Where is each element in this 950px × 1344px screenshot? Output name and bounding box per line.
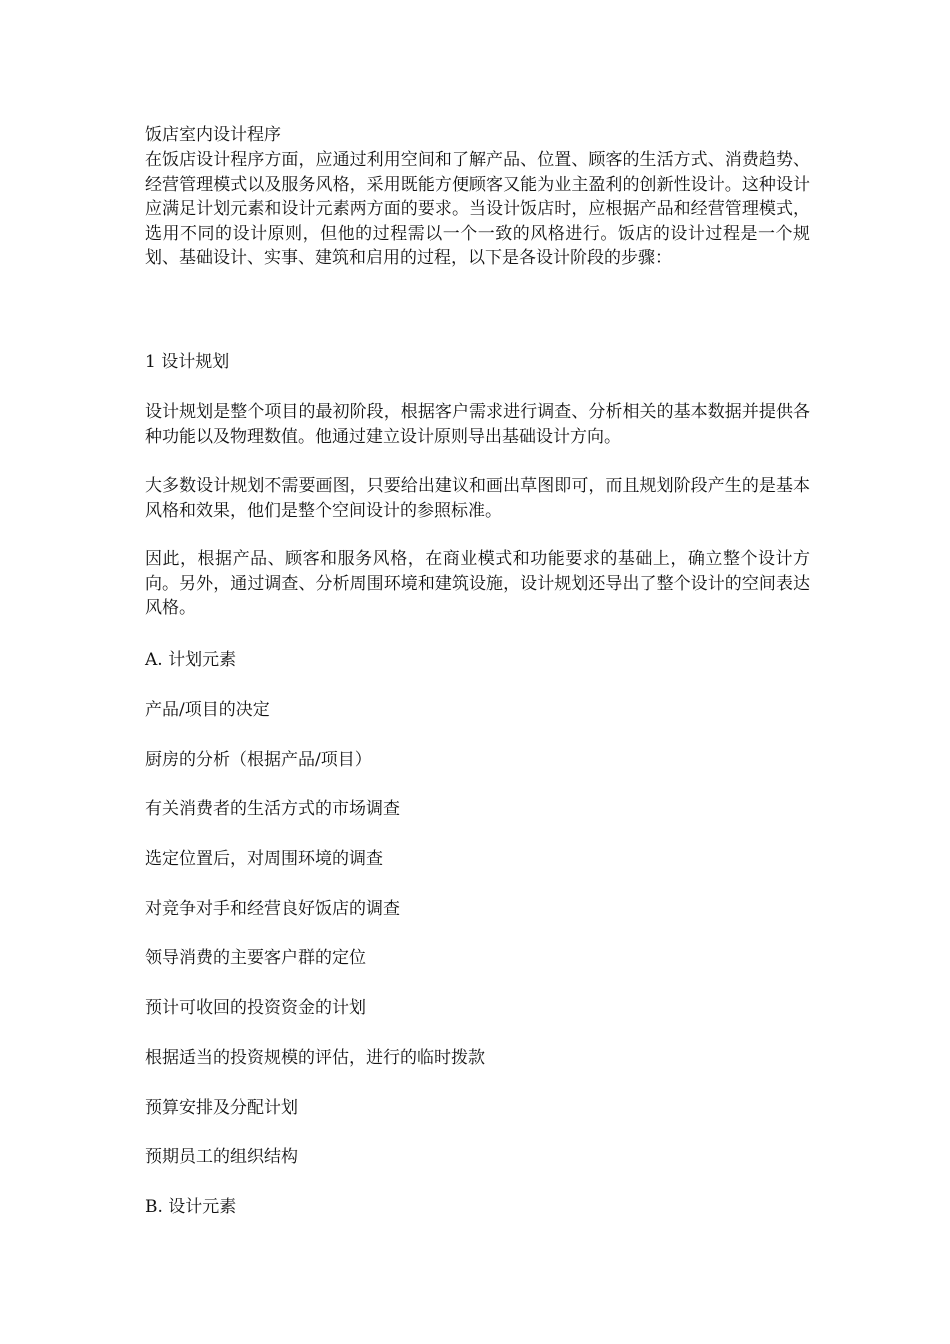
list-item: 有关消费者的生活方式的市场调查 <box>145 799 400 819</box>
subsection-heading-planning-elements: A. 计划元素 <box>145 650 237 670</box>
list-item: 预算安排及分配计划 <box>145 1098 298 1118</box>
body-paragraph: 设计规划是整个项目的最初阶段，根据客户需求进行调查、分析相关的基本数据并提供各种功能以及物理数值。他通过建立设计原则导出基础设计方向。 <box>145 402 810 447</box>
body-paragraph: 因此，根据产品、顾客和服务风格，在商业模式和功能要求的基础上，确立整个设计方向。另外，通过调查、分析周围环境和建筑设施，设计规划还导出了整个设计的空间表达风格。 <box>145 549 810 618</box>
list-item: 选定位置后，对周围环境的调查 <box>145 849 383 869</box>
document-title: 饭店室内设计程序 <box>145 125 281 145</box>
body-paragraph: 大多数设计规划不需要画图，只要给出建议和画出草图即可，而且规划阶段产生的是基本风格和效果，他们是整个空间设计的参照标准。 <box>145 476 810 521</box>
intro-paragraph: 在饭店设计程序方面，应通过利用空间和了解产品、位置、顾客的生活方式、消费趋势、经营管理模式以及服务风格，采用既能方便顾客又能为业主盈利的创新性设计。这种设计应满足计划元素和设计元素两方面的要求。当设计饭店时，应根据产品和经营管理模式，选用不同的设计原则，但他的过程需以一个一致的风格进行。饭店的设计过程是一个规划、基础设计、实事、建筑和启用的过程，以下是各设计阶段的步骤： <box>145 150 810 268</box>
list-item: 厨房的分析（根据产品/项目） <box>145 750 372 770</box>
subsection-heading-design-elements: B. 设计元素 <box>145 1197 237 1217</box>
list-item: 预计可收回的投资资金的计划 <box>145 998 366 1018</box>
list-item: 领导消费的主要客户群的定位 <box>145 948 366 968</box>
list-item: 预期员工的组织结构 <box>145 1147 298 1167</box>
section-heading-design-planning: 1 设计规划 <box>145 352 230 372</box>
list-item: 根据适当的投资规模的评估，进行的临时拨款 <box>145 1048 485 1068</box>
list-item: 产品/项目的决定 <box>145 700 270 720</box>
list-item: 对竞争对手和经营良好饭店的调查 <box>145 899 400 919</box>
